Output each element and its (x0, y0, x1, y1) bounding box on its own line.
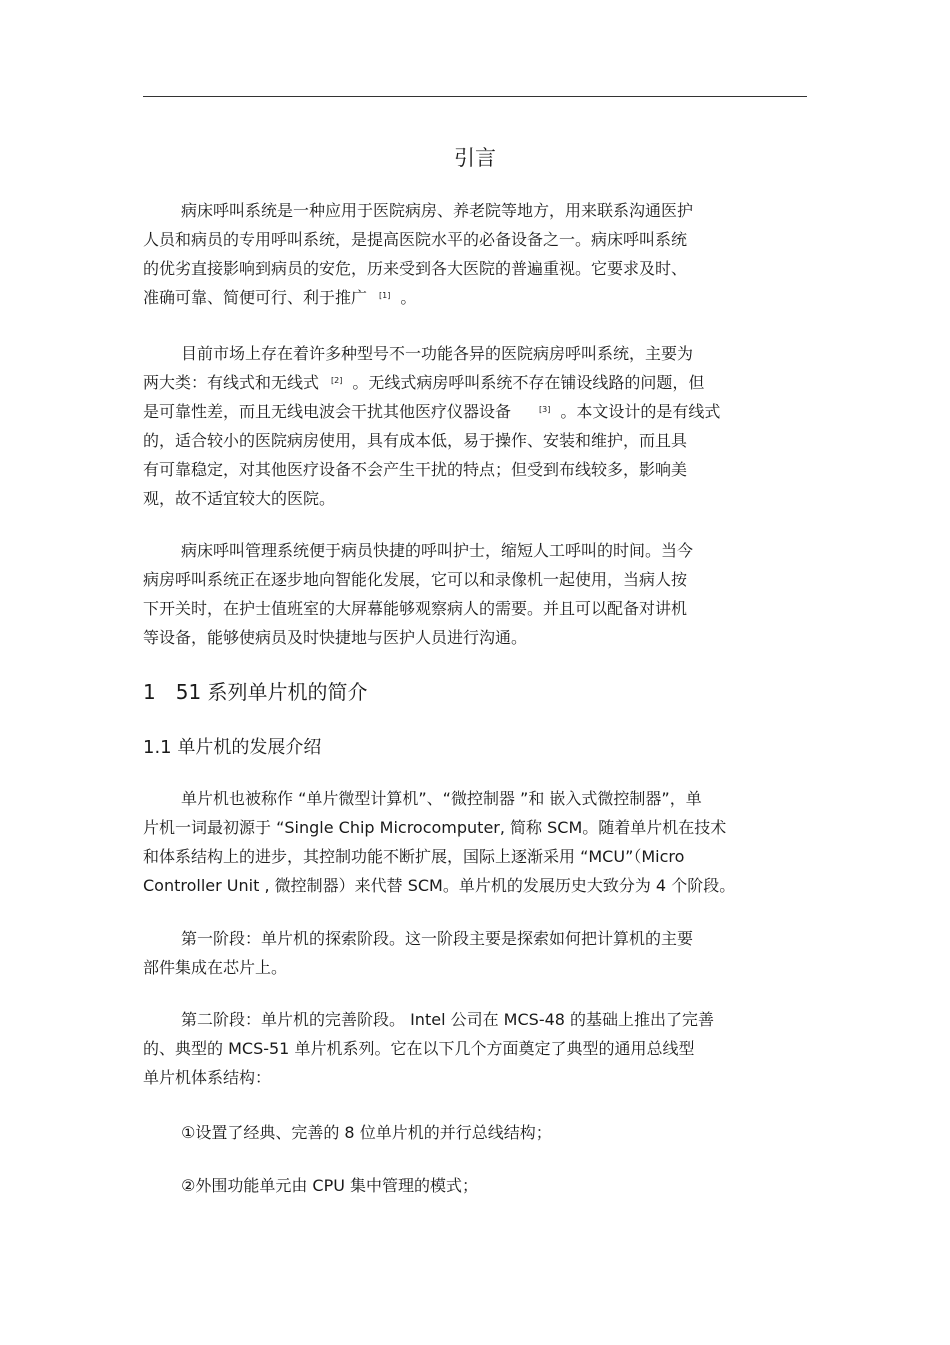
text-segment: 准确可靠、简便可行、利于推广 (143, 288, 368, 307)
text-segment: 。本文设计的是有线式 (560, 402, 721, 421)
list-item-1 (143, 1118, 552, 1147)
intro-paragraph-1 (143, 196, 693, 312)
text-line: ①设置了经典、完善的 8 位单片机的并行总线结构； (181, 1123, 552, 1142)
section-paragraph-2 (143, 924, 693, 982)
section-heading-1-1: 1.1 单片机的发展介绍 (143, 737, 322, 758)
text-line: 的、典型的 MCS-51 单片机系列。它在以下几个方面奠定了典型的通用总线型 (143, 1039, 695, 1058)
citation-ref: [2] (331, 376, 343, 385)
list-item-2 (143, 1171, 478, 1200)
text-line: Controller Unit , 微控制器）来代替 SCM。单片机的发展历史大致分为 4 个阶段。 (143, 876, 736, 895)
text-line: 部件集成在芯片上。 (143, 958, 288, 977)
text-line: 第二阶段：单片机的完善阶段。 Intel 公司在 MCS-48 的基础上推出了完善 (181, 1010, 715, 1029)
page-title: 引言 (454, 146, 496, 170)
text-line: 等设备，能够使病员及时快捷地与医护人员进行沟通。 (143, 628, 528, 647)
text-line: 的优劣直接影响到病员的安危，历来受到各大医院的普遍重视。它要求及时、 (143, 259, 688, 278)
text-line: 观，故不适宜较大的医院。 (143, 489, 336, 508)
intro-paragraph-2 (143, 339, 720, 513)
text-segment: 。 (400, 288, 417, 307)
text-segment: 两大类：有线式和无线式 (143, 373, 320, 392)
text-line: ②外围功能单元由 CPU 集中管理的模式； (181, 1176, 479, 1195)
text-segment: 是可靠性差，而且无线电波会干扰其他医疗仪器设备 (143, 402, 512, 421)
text-line (143, 283, 693, 312)
text-line: 有可靠稳定，对其他医疗设备不会产生干扰的特点；但受到布线较多，影响美 (143, 460, 688, 479)
text-line: 单片机也被称作 “单片微型计算机”、“微控制器 ”和 嵌入式微控制器”，单 (181, 789, 702, 808)
text-line: 单片机体系结构： (143, 1068, 272, 1087)
text-line (143, 397, 720, 426)
citation-ref: [3] (539, 405, 551, 414)
section-paragraph-1 (143, 784, 735, 900)
text-line: 的，适合较小的医院病房使用，具有成本低，易于操作、安装和维护，而且具 (143, 431, 688, 450)
text-line (143, 368, 720, 397)
section-paragraph-3 (143, 1005, 714, 1092)
text-line: 病床呼叫系统是一种应用于医院病房、养老院等地方，用来联系沟通医护 (181, 201, 694, 220)
text-line: 第一阶段：单片机的探索阶段。这一阶段主要是探索如何把计算机的主要 (181, 929, 694, 948)
text-line: 人员和病员的专用呼叫系统，是提高医院水平的必备设备之一。病床呼叫系统 (143, 230, 688, 249)
text-segment: 。无线式病房呼叫系统不存在铺设线路的问题，但 (352, 373, 705, 392)
header-rule (143, 96, 807, 97)
text-line: 下开关时，在护士值班室的大屏幕能够观察病人的需要。并且可以配备对讲机 (143, 599, 688, 618)
text-line: 目前市场上存在着许多种型号不一功能各异的医院病房呼叫系统，主要为 (181, 344, 694, 363)
citation-ref: [1] (379, 291, 391, 300)
text-line: 片机一词最初源于 “Single Chip Microcomputer, 简称 SCM。随着单片机在技术 (143, 818, 727, 837)
text-line: 和体系结构上的进步，其控制功能不断扩展，国际上逐渐采用 “MCU”（Micro (143, 847, 685, 866)
text-line: 病床呼叫管理系统便于病员快捷的呼叫护士，缩短人工呼叫的时间。当今 (181, 541, 694, 560)
intro-paragraph-3 (143, 536, 693, 652)
text-line: 病房呼叫系统正在逐步地向智能化发展，它可以和录像机一起使用，当病人按 (143, 570, 688, 589)
section-heading-1: 1 51 系列单片机的简介 (143, 680, 368, 704)
